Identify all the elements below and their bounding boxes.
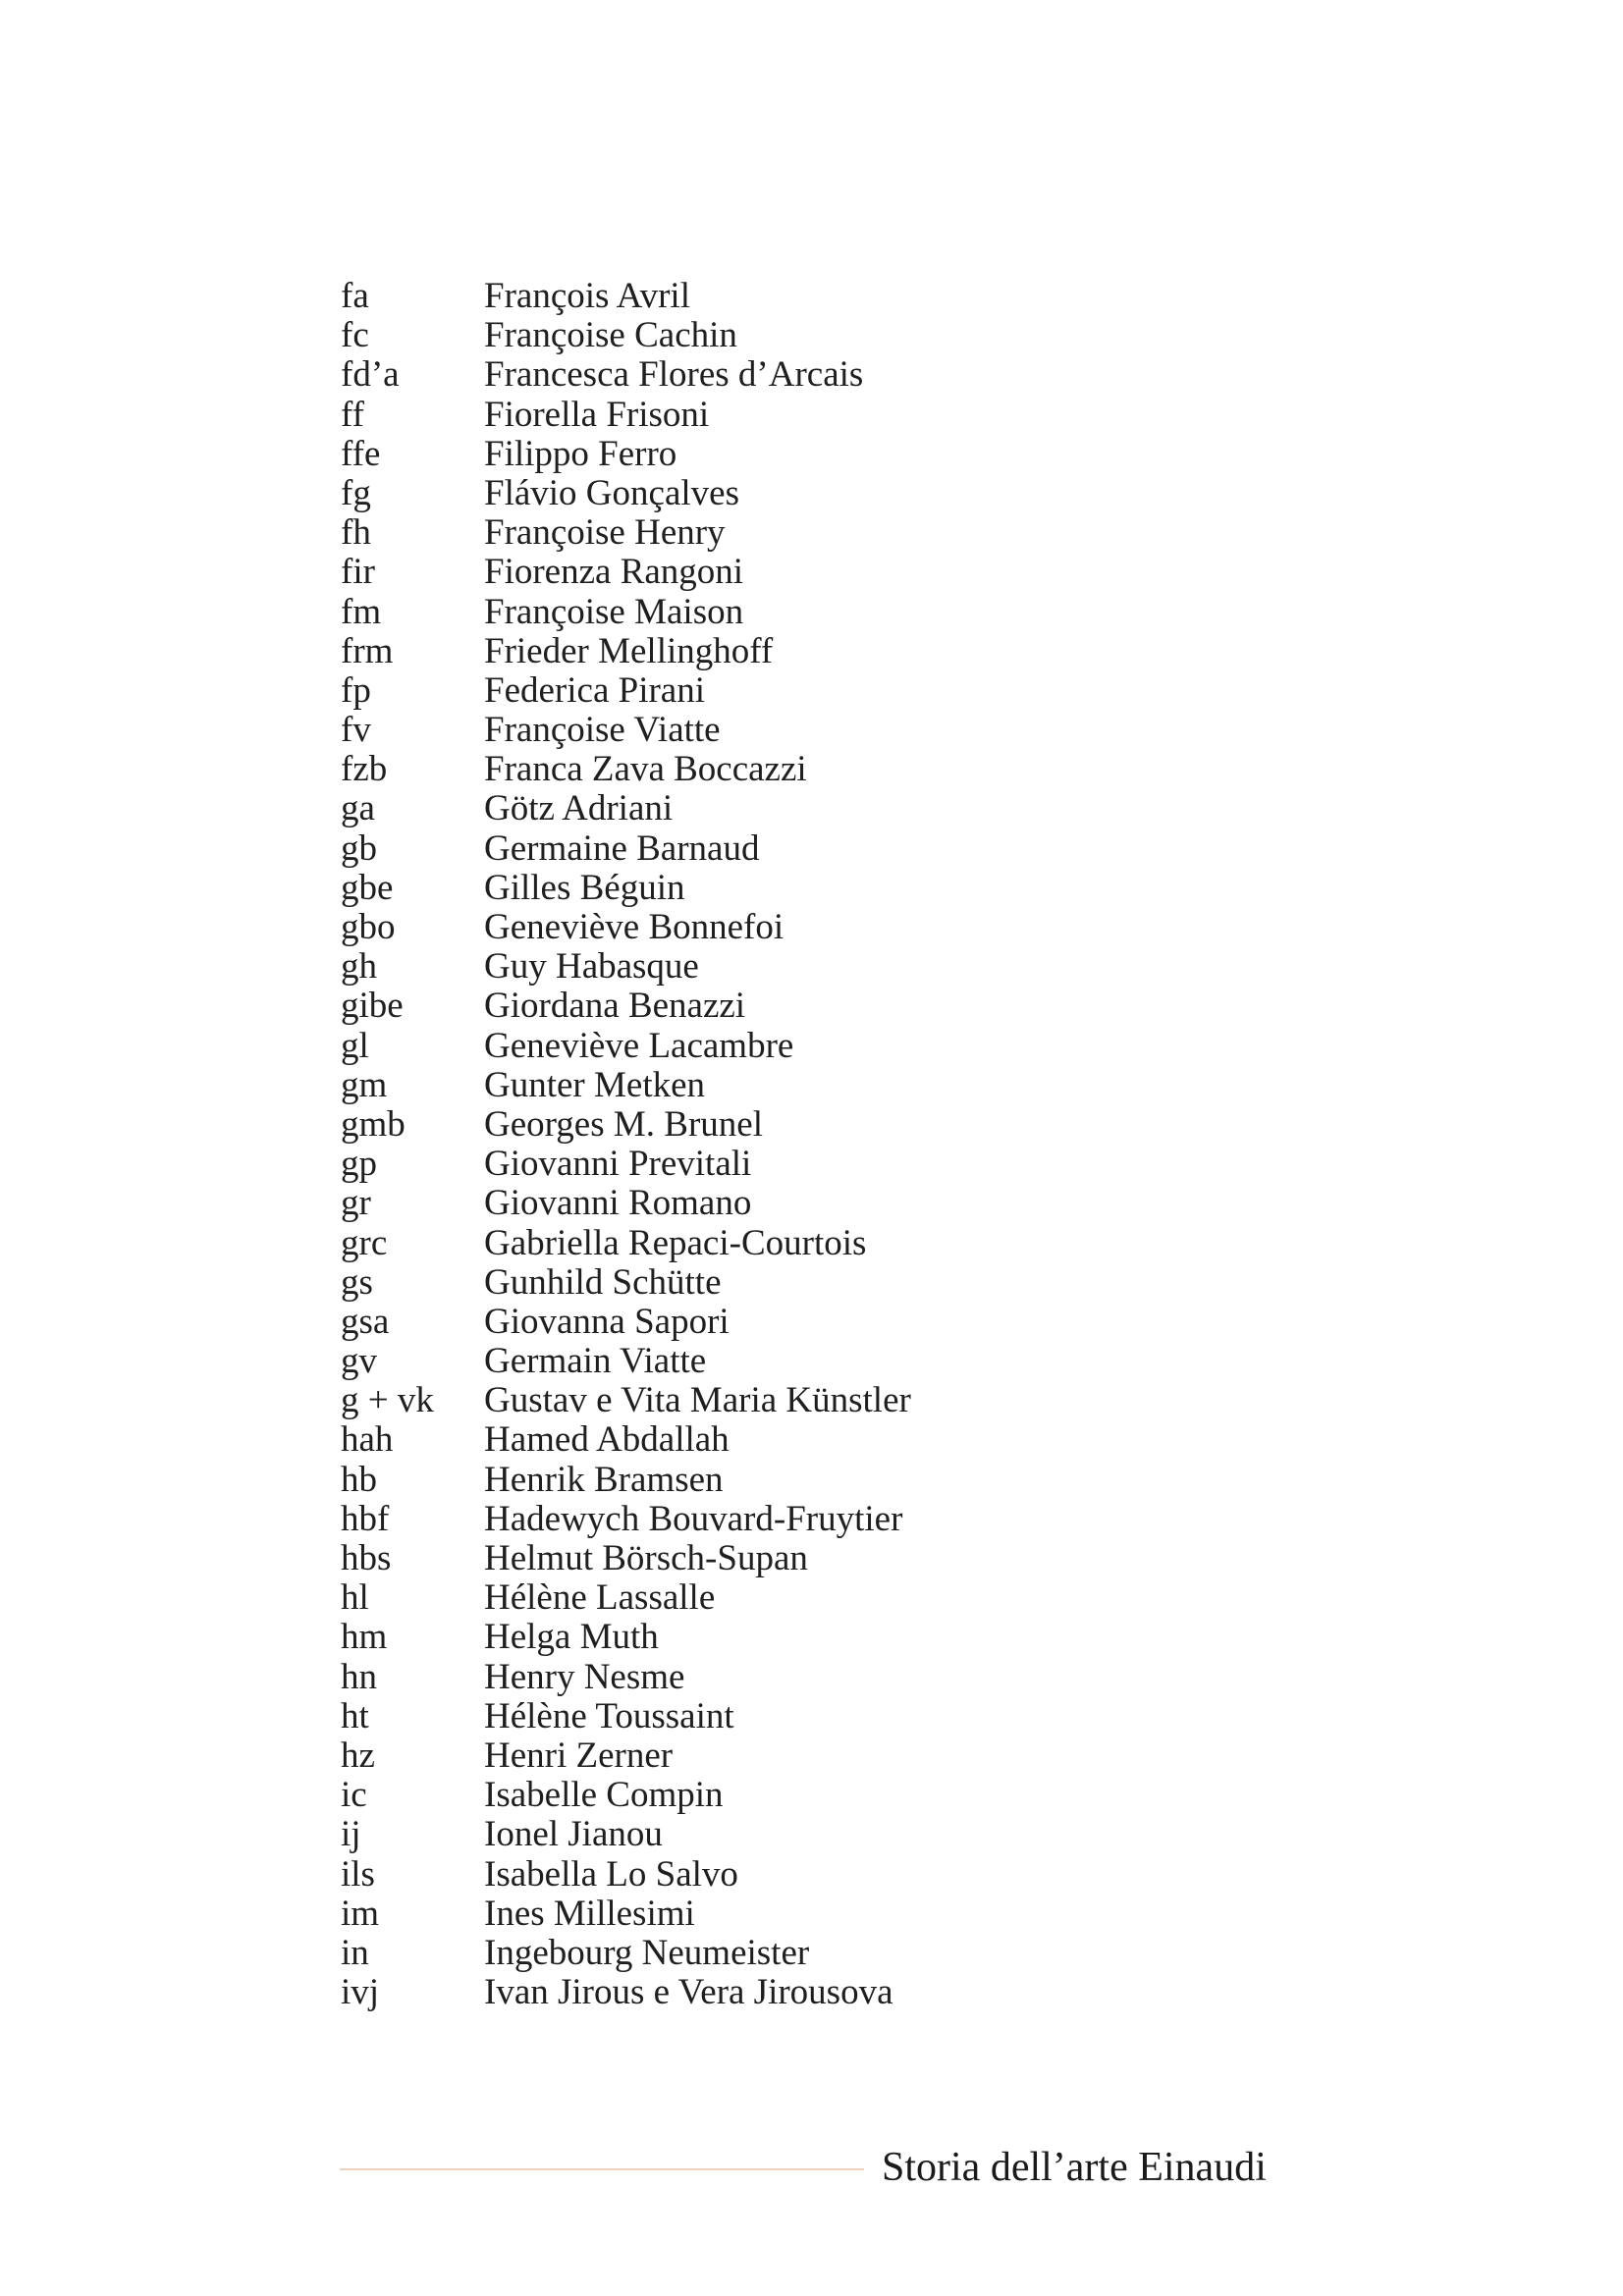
author-name: Giordana Benazzi [484, 986, 746, 1027]
list-item [341, 632, 911, 671]
author-abbreviation: hah [341, 1419, 394, 1461]
author-name: Ingebourg Neumeister [484, 1932, 810, 1973]
author-abbreviation: fir [341, 552, 375, 593]
list-item [341, 1381, 911, 1420]
list-item [341, 1145, 911, 1184]
author-name: Françoise Henry [484, 512, 726, 554]
author-abbreviation: fp [341, 669, 371, 711]
list-item [341, 1500, 911, 1539]
author-name: Isabelle Compin [484, 1775, 724, 1816]
list-item [341, 1066, 911, 1105]
list-item [341, 1539, 911, 1578]
author-abbreviation: frm [341, 630, 394, 671]
list-item [341, 1697, 911, 1736]
list-item [341, 396, 911, 435]
author-abbreviation: hl [341, 1577, 369, 1619]
author-name: Françoise Cachin [484, 315, 737, 356]
list-item [341, 1420, 911, 1460]
author-name: Helga Muth [484, 1617, 659, 1658]
list-item [341, 829, 911, 869]
author-name: Isabella Lo Salvo [484, 1853, 738, 1895]
author-name: Hadewych Bouvard-Fruytier [484, 1498, 903, 1539]
list-item [341, 277, 911, 316]
author-abbreviation: ga [341, 788, 375, 829]
author-name: Hélène Lassalle [484, 1577, 716, 1619]
footer-divider [340, 2168, 864, 2170]
author-abbreviation: ivj [341, 1972, 380, 2013]
author-abbreviation: im [341, 1893, 380, 1934]
list-item [341, 711, 911, 750]
footer-book-title: Storia dell’arte Einaudi [882, 2145, 1267, 2190]
author-abbreviation: gmb [341, 1103, 406, 1145]
author-abbreviation: gm [341, 1064, 388, 1105]
author-name: Frieder Mellinghoff [484, 630, 774, 671]
author-name: Federica Pirani [484, 669, 705, 711]
author-name: Germain Viatte [484, 1341, 707, 1382]
list-item [341, 869, 911, 908]
author-abbreviation: gp [341, 1144, 377, 1185]
author-name: Fiorella Frisoni [484, 394, 710, 435]
list-item [341, 1973, 911, 2012]
list-item [341, 1342, 911, 1381]
author-name: Georges M. Brunel [484, 1103, 763, 1145]
author-abbreviation: fd’a [341, 354, 400, 396]
author-name: Götz Adriani [484, 788, 674, 829]
list-item [341, 947, 911, 987]
list-item [341, 1658, 911, 1697]
list-item [341, 474, 911, 513]
author-abbreviation: hbs [341, 1538, 392, 1578]
list-item [341, 1303, 911, 1342]
author-name: Flávio Gonçalves [484, 472, 739, 513]
list-item [341, 1776, 911, 1815]
author-abbreviation: gibe [341, 986, 404, 1027]
author-abbreviation-list [341, 277, 911, 2012]
author-name: Ionel Jianou [484, 1814, 663, 1855]
author-abbreviation: gs [341, 1261, 373, 1303]
list-item [341, 355, 911, 395]
author-abbreviation: grc [341, 1222, 388, 1263]
author-name: Hélène Toussaint [484, 1695, 734, 1736]
list-item [341, 1736, 911, 1776]
author-abbreviation: hz [341, 1735, 375, 1776]
list-item [341, 1224, 911, 1263]
author-name: Helmut Börsch-Supan [484, 1538, 808, 1578]
author-abbreviation: gl [341, 1025, 369, 1066]
list-item [341, 1461, 911, 1500]
author-name: Gunhild Schütte [484, 1261, 722, 1303]
author-abbreviation: fa [341, 276, 369, 316]
author-abbreviation: ffe [341, 433, 381, 474]
author-abbreviation: hb [341, 1459, 377, 1500]
list-item [341, 513, 911, 553]
list-item [341, 987, 911, 1026]
list-item [341, 553, 911, 592]
author-name: Henri Zerner [484, 1735, 674, 1776]
author-abbreviation: g + vk [341, 1380, 434, 1421]
author-name: Gabriella Repaci-Courtois [484, 1222, 867, 1263]
author-abbreviation: gbo [341, 907, 396, 947]
list-item [341, 593, 911, 632]
author-abbreviation: gr [341, 1183, 371, 1224]
list-item [341, 1027, 911, 1066]
author-name: Giovanni Previtali [484, 1144, 752, 1185]
author-abbreviation: hn [341, 1656, 377, 1697]
list-item [341, 789, 911, 828]
list-item [341, 750, 911, 789]
list-item [341, 1105, 911, 1145]
author-abbreviation: gh [341, 946, 377, 988]
author-abbreviation: fg [341, 472, 371, 513]
author-name: Filippo Ferro [484, 433, 677, 474]
author-abbreviation: gsa [341, 1301, 390, 1342]
author-name: Germaine Barnaud [484, 828, 760, 869]
author-name: Franca Zava Boccazzi [484, 749, 807, 790]
author-name: Françoise Maison [484, 591, 744, 632]
author-abbreviation: in [341, 1932, 369, 1973]
author-abbreviation: gb [341, 828, 377, 869]
author-abbreviation: fzb [341, 749, 388, 790]
author-abbreviation: ils [341, 1853, 375, 1895]
list-item [341, 1934, 911, 1973]
author-abbreviation: fh [341, 512, 371, 554]
author-abbreviation: gv [341, 1341, 377, 1382]
author-abbreviation: fm [341, 591, 382, 632]
author-abbreviation: ij [341, 1814, 361, 1855]
list-item [341, 1815, 911, 1854]
author-name: Giovanni Romano [484, 1183, 752, 1224]
list-item [341, 316, 911, 355]
author-name: Gunter Metken [484, 1064, 706, 1105]
author-name: Geneviève Bonnefoi [484, 907, 784, 947]
list-item [341, 1855, 911, 1895]
author-name: Fiorenza Rangoni [484, 552, 744, 593]
list-item [341, 435, 911, 474]
author-name: François Avril [484, 276, 690, 316]
author-name: Guy Habasque [484, 946, 699, 988]
author-abbreviation: hm [341, 1617, 388, 1658]
author-abbreviation: hbf [341, 1498, 390, 1539]
author-name: Ines Millesimi [484, 1893, 695, 1934]
author-name: Giovanna Sapori [484, 1301, 730, 1342]
list-item [341, 671, 911, 711]
author-name: Françoise Viatte [484, 710, 721, 751]
list-item [341, 1263, 911, 1303]
list-item [341, 1184, 911, 1223]
author-abbreviation: ff [341, 394, 364, 435]
list-item [341, 1895, 911, 1934]
author-name: Henrik Bramsen [484, 1459, 724, 1500]
author-name: Francesca Flores d’Arcais [484, 354, 864, 396]
list-item [341, 1618, 911, 1657]
list-item [341, 908, 911, 947]
author-name: Ivan Jirous e Vera Jirousova [484, 1972, 893, 2013]
author-abbreviation: fv [341, 710, 371, 751]
author-name: Henry Nesme [484, 1656, 685, 1697]
author-name: Geneviève Lacambre [484, 1025, 794, 1066]
author-name: Gustav e Vita Maria Künstler [484, 1380, 911, 1421]
author-name: Gilles Béguin [484, 867, 685, 908]
author-abbreviation: ht [341, 1695, 369, 1736]
author-name: Hamed Abdallah [484, 1419, 730, 1461]
author-abbreviation: gbe [341, 867, 394, 908]
author-abbreviation: fc [341, 315, 369, 356]
list-item [341, 1578, 911, 1618]
author-abbreviation: ic [341, 1775, 367, 1816]
